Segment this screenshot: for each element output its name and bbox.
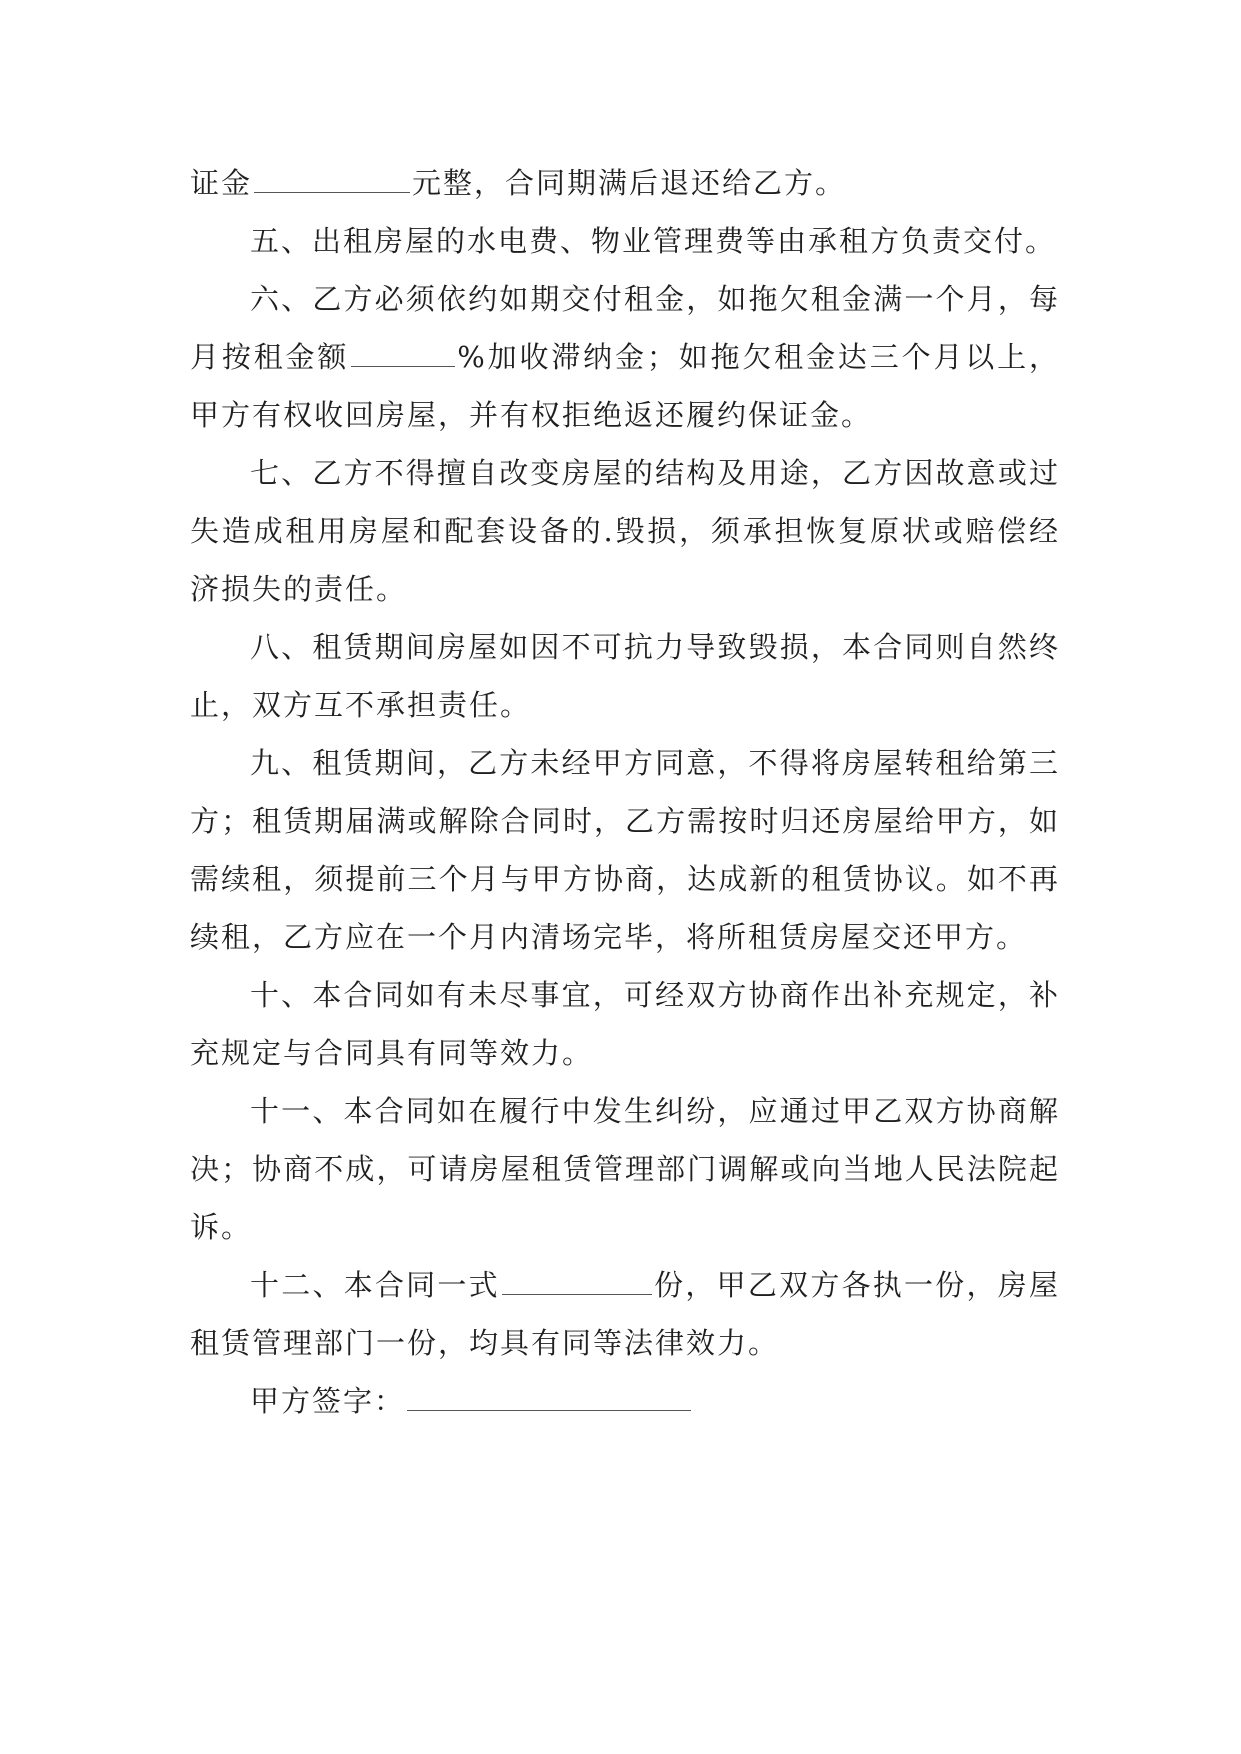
clause-9: 九、租赁期间，乙方未经甲方同意，不得将房屋转租给第三方；租赁期届满或解除合同时，乙方需按时归还房屋给甲方，如需续租，须提前三个月与甲方协商，达成新的租赁协议。如不再续租，乙方应在一个月内清场完毕，将所租赁房屋交还甲方。	[190, 746, 1060, 954]
deposit-text-after: 元整，合同期满后退还给乙方。	[412, 166, 847, 200]
clause-10: 十、本合同如有未尽事宜，可经双方协商作出补充规定，补充规定与合同具有同等效力。	[190, 978, 1060, 1070]
clause-6	[190, 270, 1060, 444]
deposit-clause-continuation	[190, 154, 1060, 212]
clause-8: 八、租赁期间房屋如因不可抗力导致毁损，本合同则自然终止，双方互不承担责任。	[190, 630, 1060, 722]
signature-label: 甲方签字：	[250, 1384, 406, 1418]
copies-count-blank	[502, 1268, 652, 1295]
clause-6-text-after: %加收滞纳金；如拖欠租金达三个月以上，甲方有权收回房屋，并有权拒绝返还履约保证金。	[190, 340, 1060, 432]
clause-5: 五、出租房屋的水电费、物业管理费等由承租方负责交付。	[250, 224, 1057, 258]
deposit-amount-blank	[254, 166, 410, 193]
clause-12-text-before: 十二、本合同一式	[250, 1268, 500, 1302]
clause-12	[190, 1256, 1060, 1372]
late-fee-percent-blank	[351, 340, 455, 367]
party-a-signature-line	[190, 1372, 1060, 1430]
clause-11: 十一、本合同如在履行中发生纠纷，应通过甲乙双方协商解决；协商不成，可请房屋租赁管理部门调解或向当地人民法院起诉。	[190, 1094, 1060, 1244]
clause-12-text-after: 份，甲乙双方各执一份，房屋租赁管理部门一份，均具有同等法律效力。	[190, 1268, 1060, 1360]
document-body	[190, 154, 1060, 1430]
clause-7: 七、乙方不得擅自改变房屋的结构及用途，乙方因故意或过失造成租用房屋和配套设备的.毁损，须承担恢复原状或赔偿经济损失的责任。	[190, 456, 1060, 606]
deposit-text-before: 证金	[190, 166, 253, 200]
clause-6-text-before: 六、乙方必须依约如期交付租金，如拖欠租金满一个月，每月按租金额	[190, 282, 1060, 374]
signature-blank	[407, 1384, 691, 1411]
